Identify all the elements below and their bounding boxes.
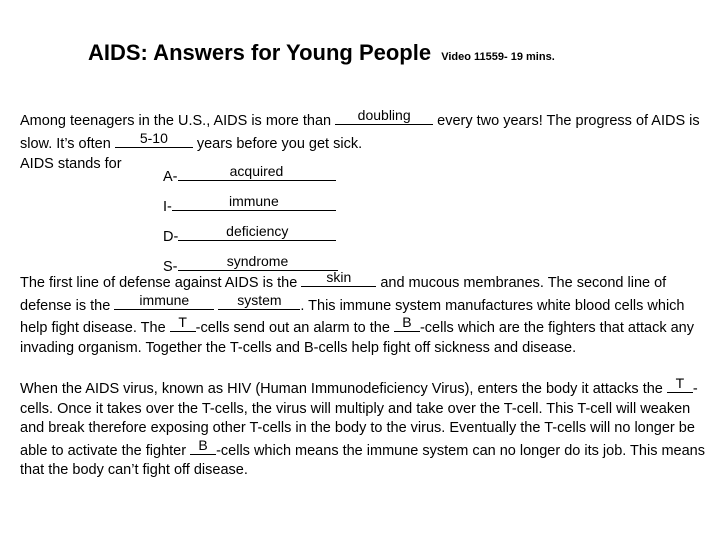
text-segment: and mucous membranes. The second line of defense is the [20,275,667,314]
handwritten-answer: syndrome [226,253,289,269]
handwritten-answer: T [178,314,187,330]
answer-blank [115,129,193,148]
handwritten-answer: deficiency [226,223,289,239]
handwritten-answer: acquired [229,163,284,179]
acronym-letter: S- [163,259,178,275]
worksheet-title [88,40,555,66]
acronym-letter: I- [163,199,172,215]
acronym-row-i [163,195,336,215]
text-segment: years before you get sick. [192,135,363,152]
handwritten-answer: B [402,314,412,330]
handwritten-answer: system [237,291,282,308]
answer-blank [667,377,693,393]
answer-blank [301,271,376,287]
handwritten-answer: immune [139,291,190,308]
answer-blank [178,255,338,271]
answer-blank [394,316,420,332]
answer-blank [178,165,336,181]
text-segment: -cells send out an alarm to the [195,320,394,336]
answer-blank [114,291,214,310]
text-segment: -cells which are the fighters that attack any invading organism. Together the T-cells and B-cells help fight off sickness and disease. [20,320,694,356]
text-segment: every two years! The progress of AIDS is slow. It’s often [20,113,700,152]
text-segment: When the AIDS virus, known as HIV (Human Immunodeficiency Virus), enters the body it attacks the [20,381,667,397]
handwritten-answer: skin [326,269,352,285]
paragraph-intro [20,109,710,154]
handwritten-answer: 5-10 [139,129,168,146]
acronym-label: AIDS stands for [20,156,122,172]
text-segment: Among teenagers in the U.S., AIDS is more than [20,113,336,129]
answer-blank [178,225,336,241]
answer-blank [218,291,300,310]
handwritten-answer: doubling [357,107,411,123]
acronym-letter: A- [163,169,178,185]
text-segment: -cells which means the immune system can no longer do its job. This means that the body can’t fight off disease. [20,442,705,478]
acronym-row-a [163,165,336,185]
answer-blank [170,316,196,332]
handwritten-answer: B [198,436,208,453]
answer-blank [190,436,216,455]
paragraph-defense [20,271,710,358]
handwritten-answer: T [675,375,685,391]
handwritten-answer: immune [228,193,279,209]
answer-blank [172,195,336,211]
acronym-letter: D- [163,229,179,245]
acronym-row-d [163,225,336,245]
title-text: AIDS: Answers for Young People [88,40,432,65]
text-segment: The first line of defense against AIDS is the [20,275,302,291]
answer-blank [335,109,433,125]
text-segment: . This immune system manufactures white blood cells which help fight disease. The [20,297,685,336]
video-info: Video 11559- 19 mins. [441,51,555,63]
text-segment: -cells. Once it takes over the T-cells, the virus will multiply and take over the T-cell. This T-cell will weaken and break therefore exposing other T-cells in the body to the virus. Eventually the T-cells will no longer be able to activate the fighter [20,381,698,459]
paragraph-hiv [20,377,710,481]
